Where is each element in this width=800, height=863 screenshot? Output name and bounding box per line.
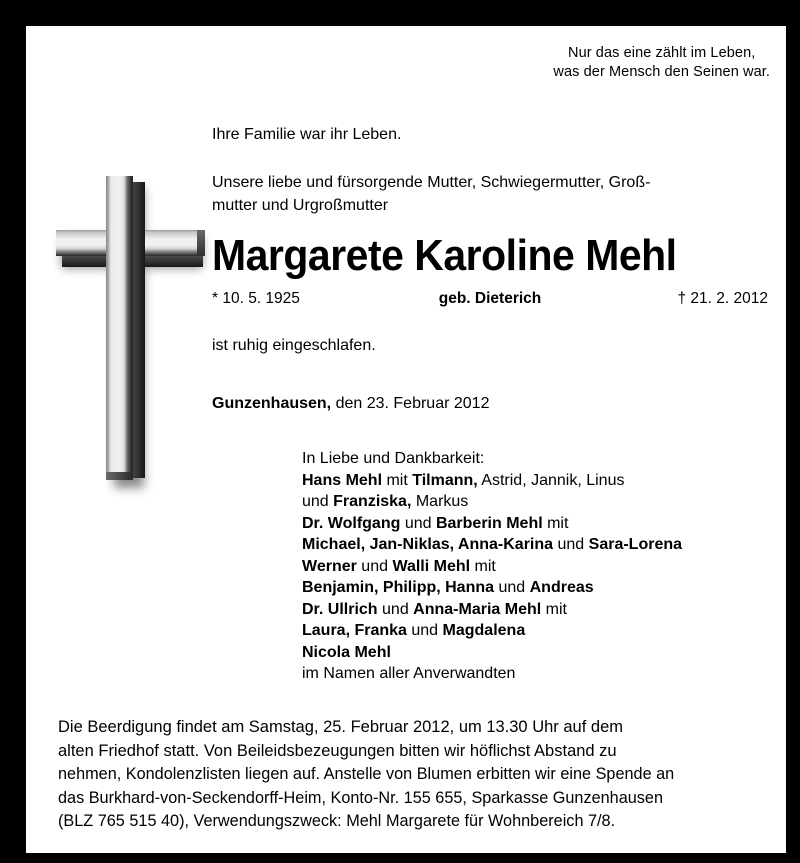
family-rows: [302, 470, 768, 685]
main-text-column: [212, 26, 768, 685]
funeral-details-paragraph: [58, 716, 742, 834]
epitaph-line-2: was der Mensch den Seinen war.: [553, 64, 770, 80]
family-name: Magdalena: [442, 622, 526, 639]
family-block: [302, 448, 768, 685]
roles-line-1: Unsere liebe und fürsorgende Mutter, Schwiegermutter, Groß-: [212, 174, 651, 191]
cross-icon: [48, 166, 218, 496]
birth-date: * 10. 5. 1925: [212, 290, 300, 307]
family-row: [302, 491, 768, 513]
family-name: Benjamin, Philipp, Hanna: [302, 579, 495, 596]
family-name: Werner: [302, 557, 357, 575]
family-text: und: [406, 622, 443, 639]
family-row: [302, 620, 768, 642]
footer-line-4: das Burkhard-von-Seckendorff-Heim, Konto-Nr. 155 655, Sparkasse Gunzenhausen: [58, 788, 664, 807]
cross-body: [48, 166, 218, 496]
family-name: Sara-Lorena: [588, 536, 683, 553]
family-text: mit: [382, 471, 413, 489]
footer-line-5: (BLZ 765 515 40), Verwendungszweck: Mehl Margarete für Wohnbereich 7/8.: [58, 812, 616, 830]
family-name: Nicola Mehl: [302, 643, 391, 661]
family-name: Andreas: [529, 579, 594, 596]
place-and-date-line: [212, 393, 768, 414]
family-text: mit: [470, 557, 496, 575]
family-text: und: [400, 514, 436, 532]
family-row: [302, 642, 768, 664]
family-text: im Namen aller Anverwandten: [302, 665, 516, 682]
family-row: [302, 577, 768, 599]
family-name: Franziska,: [333, 493, 412, 510]
family-name: Anna-Maria Mehl: [413, 600, 542, 618]
family-name: Dr. Wolfgang: [302, 514, 401, 532]
roles-paragraph: [212, 171, 768, 217]
family-row: [302, 534, 768, 556]
family-name: Walli Mehl: [392, 557, 471, 575]
family-name: Dr. Ullrich: [302, 600, 378, 618]
family-text: und: [302, 493, 334, 510]
dates-row: [212, 290, 768, 311]
family-text: und: [494, 579, 530, 596]
intro-line: Ihre Familie war ihr Leben.: [212, 126, 402, 143]
family-name: Tilmann,: [412, 471, 478, 489]
passing-line: ist ruhig eingeschlafen.: [212, 337, 376, 354]
family-text: Astrid, Jannik, Linus: [477, 471, 625, 489]
family-name: Michael, Jan-Niklas, Anna-Karina: [302, 536, 554, 553]
family-row: [302, 556, 768, 578]
death-date: † 21. 2. 2012: [677, 290, 768, 307]
obituary-page: [26, 26, 786, 853]
deceased-name: Margarete Karoline Mehl: [212, 231, 677, 280]
footer-line-1: Die Beerdigung findet am Samstag, 25. Februar 2012, um 13.30 Uhr auf dem: [58, 718, 623, 736]
family-row: [302, 470, 768, 492]
family-text: mit: [541, 600, 567, 618]
family-heading: In Liebe und Dankbarkeit:: [302, 450, 485, 467]
family-text: und: [553, 536, 589, 553]
footer-line-3: nehmen, Kondolenzlisten liegen auf. Anstelle von Blumen erbitten wir eine Spende an: [58, 765, 675, 783]
roles-line-2: mutter und Urgroßmutter: [212, 197, 389, 214]
family-text: und: [377, 600, 414, 618]
family-row: [302, 663, 768, 685]
family-name: Hans Mehl: [302, 471, 383, 489]
place-date: den 23. Februar 2012: [331, 395, 490, 412]
place-city: Gunzenhausen,: [212, 395, 332, 412]
family-text: mit: [542, 514, 569, 532]
family-text: und: [356, 557, 393, 575]
family-name: Barberin Mehl: [435, 514, 543, 532]
footer-line-2: alten Friedhof statt. Von Beileidsbezeugungen bitten wir höflichst Abstand zu: [58, 741, 617, 760]
family-row: [302, 599, 768, 621]
family-row: [302, 513, 768, 535]
epitaph-line-1: Nur das eine zählt im Leben,: [568, 45, 756, 61]
maiden-name: geb. Dieterich: [438, 290, 542, 307]
family-text: Markus: [411, 493, 469, 510]
family-name: Laura, Franka: [302, 622, 407, 639]
